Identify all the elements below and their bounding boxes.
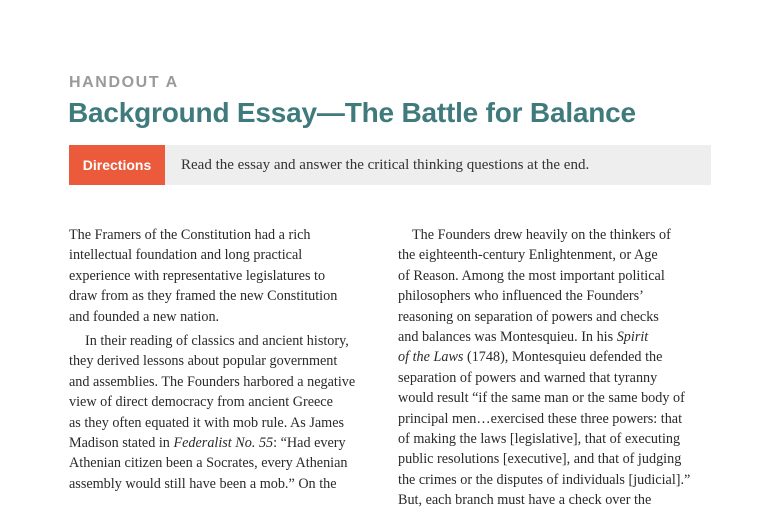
essay-text: : “Had every <box>273 434 346 451</box>
essay-line: The Founders drew heavily on the thinkers of <box>412 227 671 243</box>
citation-title: of the Laws <box>398 349 464 366</box>
essay-line <box>69 433 381 453</box>
essay-line: But, each branch must have a check over the <box>398 492 652 509</box>
essay-line: public resolutions [executive], and that of judging <box>398 451 682 468</box>
essay-line: draw from as they framed the new Constitution <box>69 288 338 305</box>
citation-title: Spirit <box>616 328 649 345</box>
essay-line <box>398 347 716 367</box>
essay-line: and assemblies. The Founders harbored a negative <box>69 373 356 390</box>
essay-left-column <box>69 225 381 494</box>
essay-line: the eighteenth-century Enlightenment, or Age <box>398 247 658 264</box>
essay-line: reasoning on separation of powers and checks <box>398 308 659 325</box>
essay-text: and balances was Montesquieu. In his <box>398 328 617 345</box>
essay-text: (1748), Montesquieu defended the <box>463 349 663 366</box>
essay-line: Athenian citizen been a Socrates, every Athenian <box>69 455 348 472</box>
essay-line: assembly would still have been a mob.” On the <box>69 475 337 492</box>
essay-right-column <box>398 225 716 510</box>
essay-line: of Reason. Among the most important political <box>398 267 665 284</box>
essay-line: In their reading of classics and ancient history, <box>85 332 349 349</box>
essay-line <box>398 327 716 347</box>
essay-line: and founded a new nation. <box>69 308 220 325</box>
directions-bar <box>69 145 711 185</box>
essay-line: view of direct democracy from ancient Greece <box>69 394 333 411</box>
essay-line: they derived lessons about popular government <box>69 353 338 370</box>
essay-line: The Framers of the Constitution had a rich <box>69 227 311 243</box>
handout-label: HANDOUT A <box>69 74 179 91</box>
essay-text: Madison stated in <box>69 434 174 451</box>
essay-line: the crimes or the disputes of individuals [judicial].” <box>398 471 691 488</box>
essay-line: would result “if the same man or the same body of <box>398 390 685 407</box>
page-title: Background Essay—The Battle for Balance <box>68 97 636 128</box>
essay-line: separation of powers and warned that tyranny <box>398 369 658 386</box>
essay-line: experience with representative legislatures to <box>69 267 326 284</box>
citation-title: Federalist No. 55 <box>173 434 274 451</box>
essay-line: intellectual foundation and long practical <box>69 247 303 264</box>
directions-tag: Directions <box>69 145 165 185</box>
essay-line: as they often equated it with mob rule. As James <box>69 414 345 431</box>
directions-text: Read the essay and answer the critical thinking questions at the end. <box>181 157 590 173</box>
essay-line: philosophers who influenced the Founders’ <box>398 288 644 305</box>
essay-line: of making the laws [legislative], that of executing <box>398 430 681 447</box>
essay-line: principal men…exercised these three powers: that <box>398 410 683 427</box>
